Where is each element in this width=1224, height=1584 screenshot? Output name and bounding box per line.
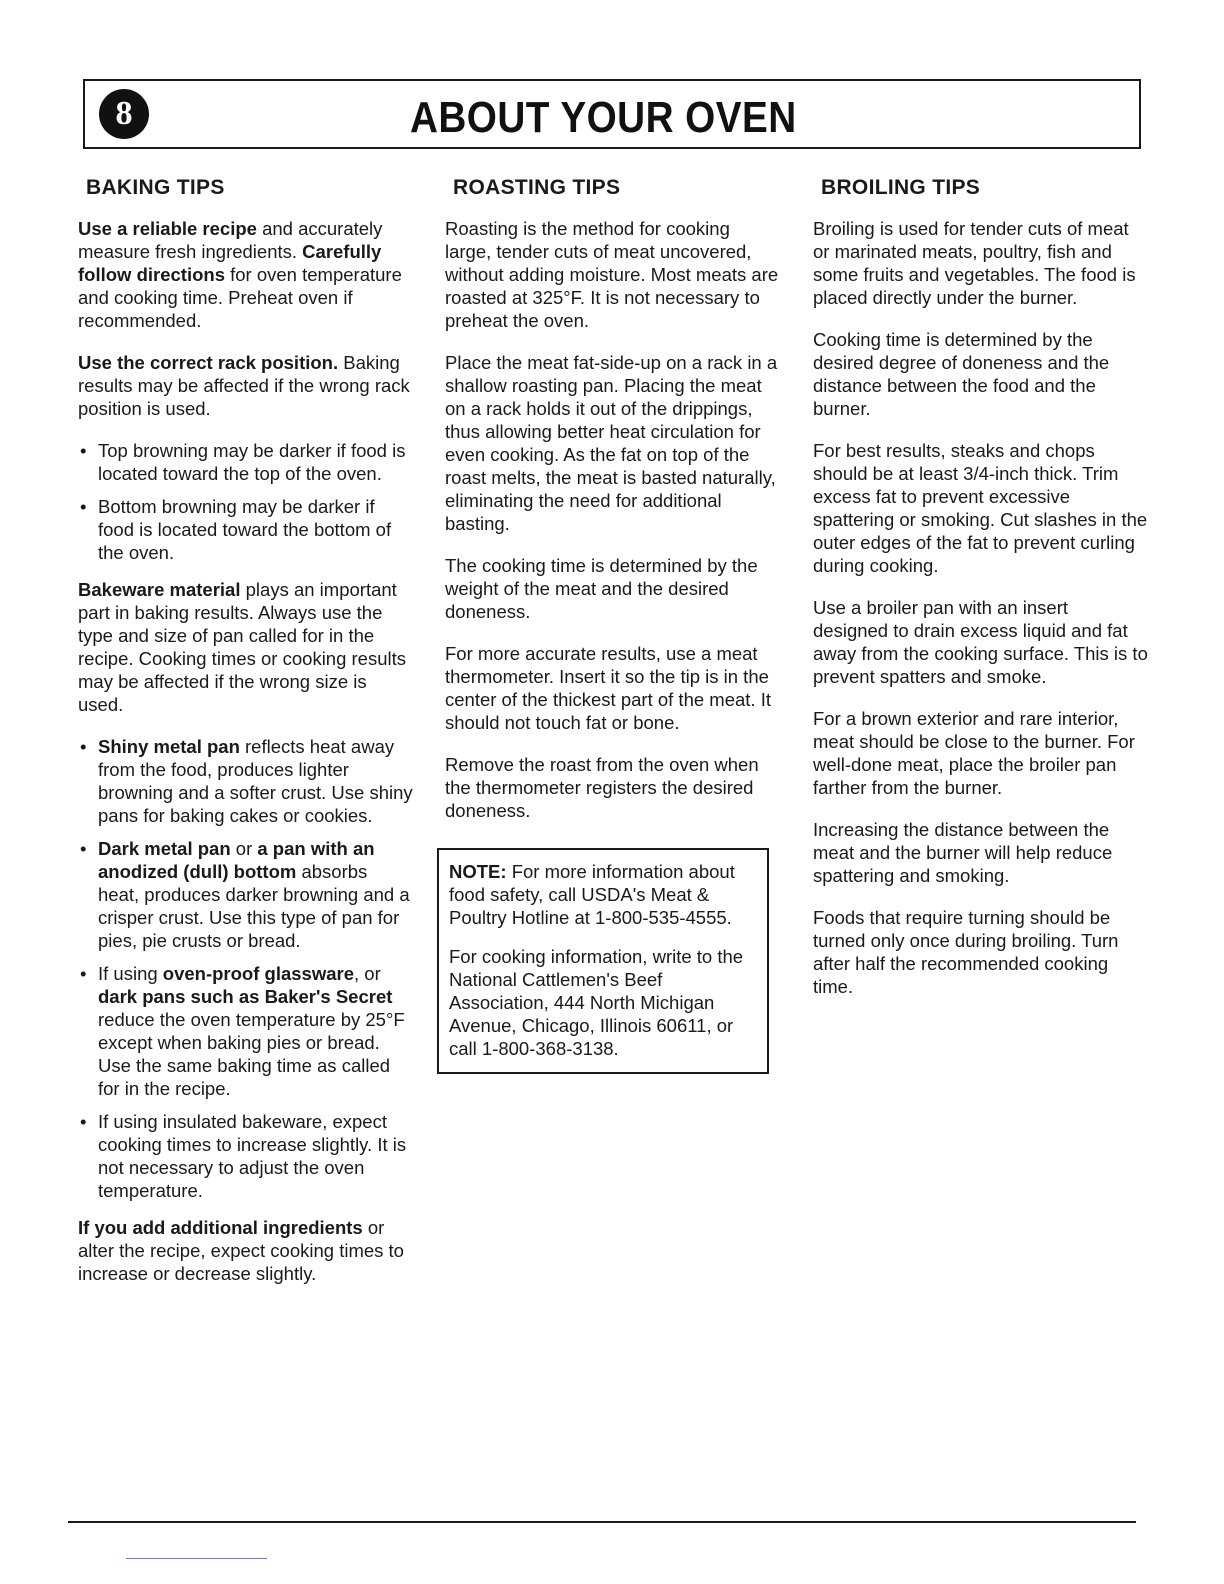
broiling-paragraph: Increasing the distance between the meat and the burner will help reduce spattering and smoking. <box>813 819 1113 886</box>
section-number-badge: 8 <box>99 89 149 139</box>
baking-paragraph: Bakeware material plays an important part in baking results. Always use the type and size of pan called for in the recipe. Cooking times or cooking results may be affected if the wrong size is used. <box>78 579 407 715</box>
note-label: NOTE: <box>449 861 507 882</box>
roasting-tips-column <box>445 176 780 1074</box>
roasting-paragraph: Place the meat fat-side-up on a rack in a shallow roasting pan. Placing the meat on a rack holds it out of the drippings, thus allowing better heat circulation for even cooking. As the fat on top of the roast melts, the meat is basted naturally, eliminating the need for additional basting. <box>445 352 778 534</box>
baking-paragraph: Use a reliable recipe and accurately measure fresh ingredients. Carefully follow directions for oven temperature and cooking time. Preheat oven if recommended. <box>78 218 402 331</box>
broiling-paragraph: Broiling is used for tender cuts of meat or marinated meats, poultry, fish and some fruits and vegetables. The food is placed directly under the burner. <box>813 218 1136 308</box>
list-item: • If using insulated bakeware, expect cooking times to increase slightly. It is not necessary to adjust the oven temperature. <box>78 1110 413 1202</box>
note-paragraph: NOTE: For more information about food safety, call USDA's Meat & Poultry Hotline at 1-800-535-4555. <box>449 861 735 928</box>
footer-mark <box>126 1558 267 1559</box>
list-item: • Top browning may be darker if food is located toward the top of the oven. <box>78 439 413 485</box>
broiling-tips-heading: BROILING TIPS <box>821 176 981 199</box>
roasting-paragraph: Roasting is the method for cooking large, tender cuts of meat uncovered, without adding moisture. Most meats are roasted at 325°F. It is not necessary to preheat the oven. <box>445 218 779 331</box>
page-title: ABOUT YOUR OVEN <box>410 93 797 142</box>
list-item: • Bottom browning may be darker if food is located toward the bottom of the oven. <box>78 495 413 564</box>
list-item: • Shiny metal pan reflects heat away from the food, produces lighter browning and a softer crust. Use shiny pans for baking cakes or cookies. <box>78 735 413 827</box>
page-header <box>83 79 1141 149</box>
list-item: • Dark metal pan or a pan with an anodized (dull) bottom absorbs heat, produces darker browning and a crisper crust. Use this type of pan for pies, pie crusts or bread. <box>78 837 413 952</box>
broiling-paragraph: Use a broiler pan with an insert designed to drain excess liquid and fat away from the cooking surface. This is to prevent spatters and smoke. <box>813 597 1148 687</box>
roasting-paragraph: For more accurate results, use a meat thermometer. Insert it so the tip is in the center of the thickest part of the meat. It should not touch fat or bone. <box>445 643 771 733</box>
baking-paragraph: Use the correct rack position. Baking results may be affected if the wrong rack position is used. <box>78 352 410 419</box>
baking-tips-column <box>78 176 413 1304</box>
broiling-paragraph: For best results, steaks and chops should be at least 3/4-inch thick. Trim excess fat to prevent excessive spattering or smoking. Cut slashes in the outer edges of the fat to prevent curling during cooking. <box>813 440 1148 576</box>
note-box <box>437 848 769 1074</box>
footer-divider <box>68 1521 1136 1523</box>
roasting-paragraph: Remove the roast from the oven when the thermometer registers the desired doneness. <box>445 754 759 821</box>
note-paragraph: For cooking information, write to the National Cattlemen's Beef Association, 444 North Michigan Avenue, Chicago, Illinois 60611, or call 1-800-368-3138. <box>449 946 744 1059</box>
baking-tips-heading: BAKING TIPS <box>86 176 225 199</box>
broiling-tips-column <box>813 176 1148 1017</box>
bakeware-list <box>78 735 413 1202</box>
roasting-paragraph: The cooking time is determined by the weight of the meat and the desired doneness. <box>445 555 758 622</box>
broiling-paragraph: Foods that require turning should be turned only once during broiling. Turn after half the recommended cooking time. <box>813 907 1119 997</box>
list-item: • If using oven-proof glassware, or dark pans such as Baker's Secret reduce the oven temperature by 25°F except when baking pies or bread. Use the same baking time as called for in the recipe. <box>78 962 413 1100</box>
broiling-paragraph: For a brown exterior and rare interior, meat should be close to the burner. For well-done meat, place the broiler pan farther from the burner. <box>813 708 1135 798</box>
baking-paragraph: If you add additional ingredients or alter the recipe, expect cooking times to increase or decrease slightly. <box>78 1217 404 1284</box>
broiling-paragraph: Cooking time is determined by the desired degree of doneness and the distance between the food and the burner. <box>813 329 1110 419</box>
roasting-tips-heading: ROASTING TIPS <box>453 176 621 199</box>
rack-position-list <box>78 439 413 564</box>
